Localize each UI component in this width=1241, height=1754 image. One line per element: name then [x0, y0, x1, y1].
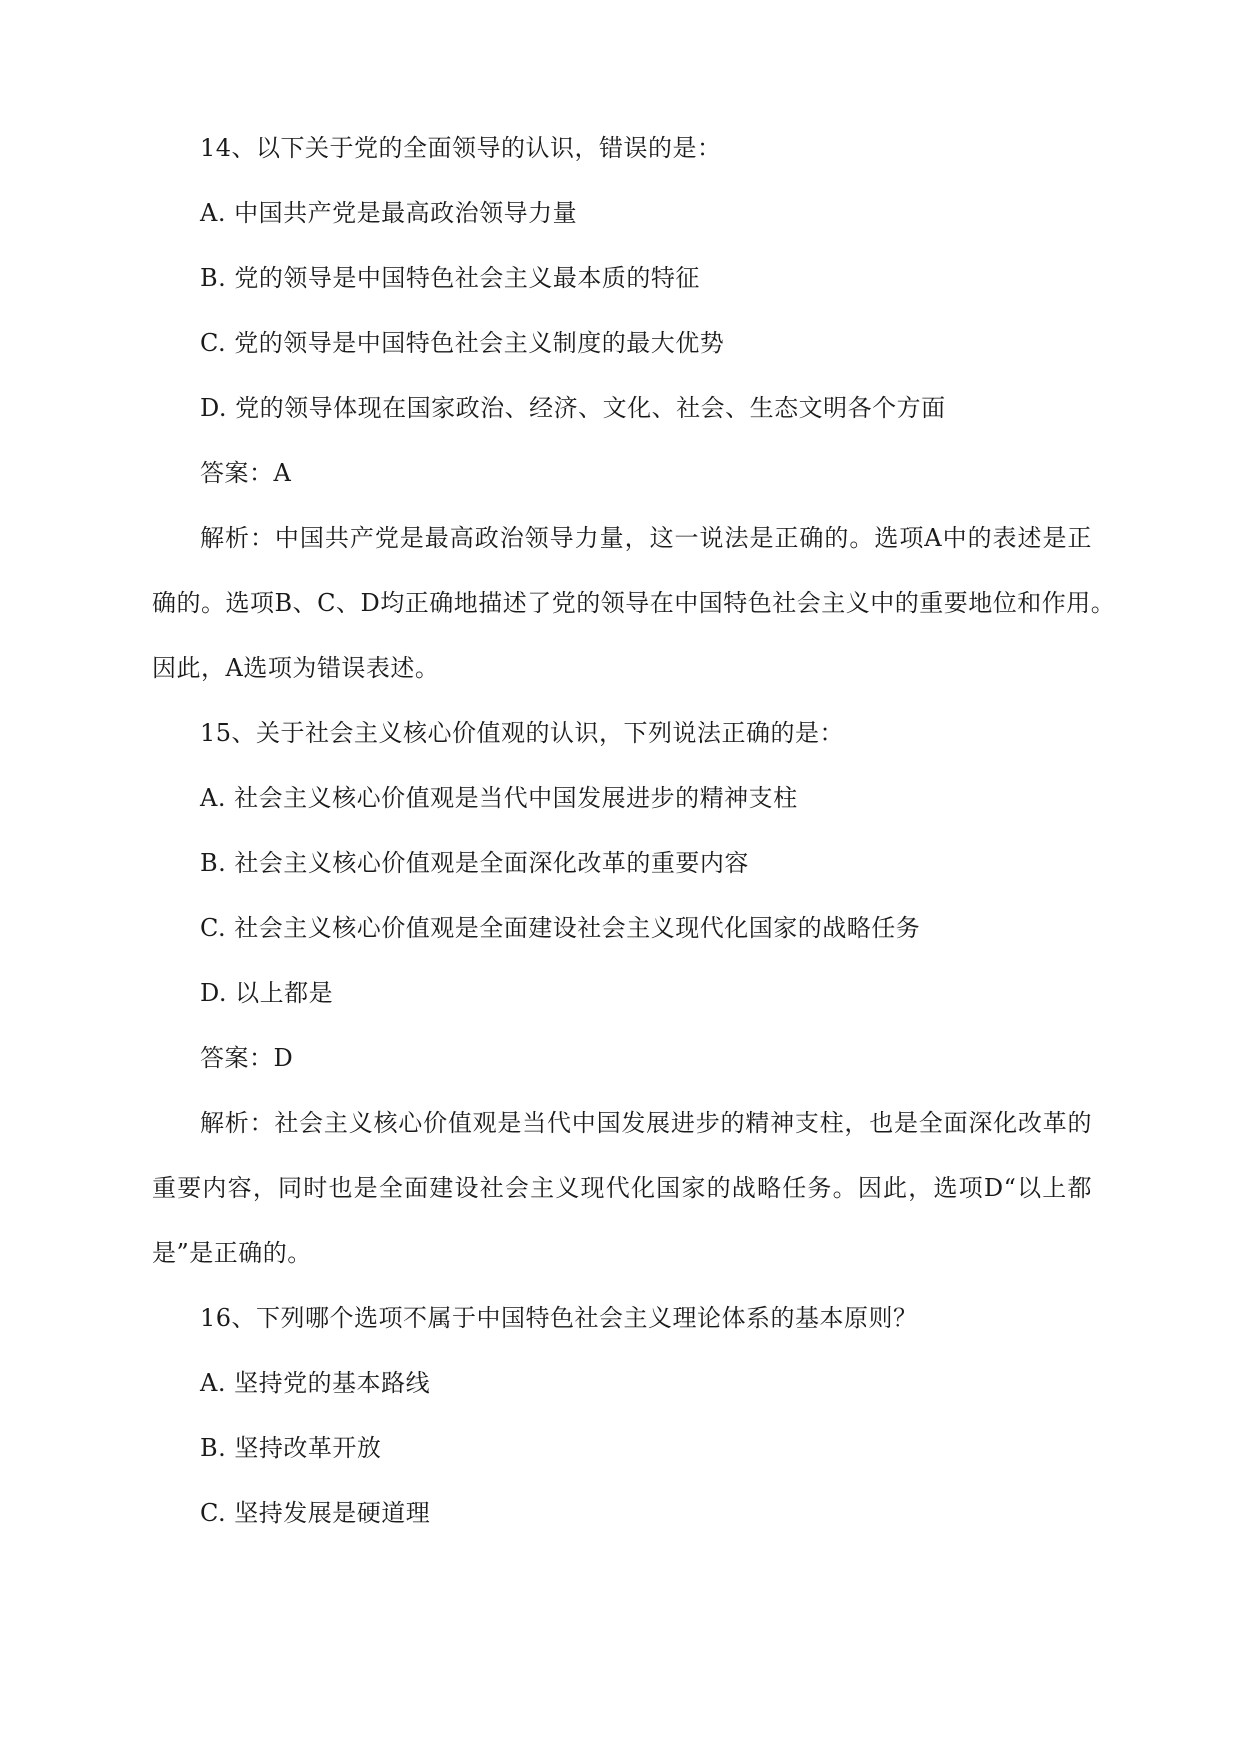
- question-15-analysis-line-1: 解析：社会主义核心价值观是当代中国发展进步的精神支柱，也是全面深化改革的: [200, 1109, 1092, 1137]
- question-15-analysis-line-2: 重要内容，同时也是全面建设社会主义现代化国家的战略任务。因此，选项D“以上都: [152, 1174, 1092, 1202]
- question-14-analysis-line-2: 确的。选项B、C、D均正确地描述了党的领导在中国特色社会主义中的重要地位和作用。: [152, 589, 1116, 617]
- question-14-analysis-line-3: 因此，A选项为错误表述。: [152, 654, 440, 682]
- question-16-option-a: A. 坚持党的基本路线: [200, 1369, 431, 1397]
- question-15-option-d: D. 以上都是: [200, 979, 334, 1007]
- question-14-answer: 答案：A: [200, 459, 292, 487]
- question-14-option-c: C. 党的领导是中国特色社会主义制度的最大优势: [200, 329, 725, 357]
- question-14-analysis-line-1: 解析：中国共产党是最高政治领导力量，这一说法是正确的。选项A中的表述是正: [200, 524, 1092, 552]
- question-14-option-b: B. 党的领导是中国特色社会主义最本质的特征: [200, 264, 700, 292]
- question-16-option-c: C. 坚持发展是硬道理: [200, 1499, 431, 1527]
- question-14-stem: 14、以下关于党的全面领导的认识，错误的是：: [200, 134, 722, 162]
- question-15-option-c: C. 社会主义核心价值观是全面建设社会主义现代化国家的战略任务: [200, 914, 921, 942]
- question-16-option-b: B. 坚持改革开放: [200, 1434, 382, 1462]
- question-15-option-a: A. 社会主义核心价值观是当代中国发展进步的精神支柱: [200, 784, 798, 812]
- question-14-option-a: A. 中国共产党是最高政治领导力量: [200, 199, 578, 227]
- question-14-option-d: D. 党的领导体现在国家政治、经济、文化、社会、生态文明各个方面: [200, 394, 946, 422]
- question-15-stem: 15、关于社会主义核心价值观的认识，下列说法正确的是：: [200, 719, 845, 747]
- question-15-option-b: B. 社会主义核心价值观是全面深化改革的重要内容: [200, 849, 749, 877]
- question-16-stem: 16、下列哪个选项不属于中国特色社会主义理论体系的基本原则？: [200, 1304, 918, 1332]
- question-15-answer: 答案：D: [200, 1044, 294, 1072]
- question-15-analysis-line-3: 是”是正确的。: [152, 1239, 312, 1267]
